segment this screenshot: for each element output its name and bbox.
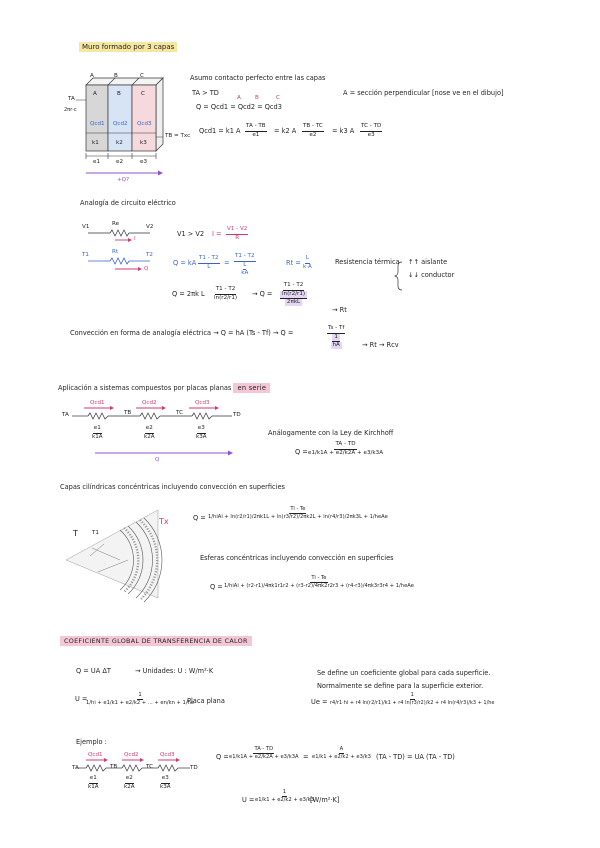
q-kA-lhs: Q = kA xyxy=(173,259,197,267)
u-fraction: $\frac{1}{1/hi + e1/k1 + e2/k2 + ... + en/kn + 1/he}$ xyxy=(86,692,195,707)
e-label-1: e1 xyxy=(93,159,101,165)
q-circuit-label: Q xyxy=(144,266,149,272)
series-q1: Qcd1 xyxy=(90,400,105,406)
series-node-tc: TC xyxy=(176,410,183,416)
cyl-compound-fraction: T1 - T2 ln(r2/r1) 2πkL xyxy=(282,282,306,305)
ex-node-tb: TB xyxy=(110,764,118,770)
layer-letter-b: B xyxy=(117,91,121,97)
spheres-title: Esferas concéntricas incluyendo convección en superficies xyxy=(200,554,394,562)
ex-node-tc: TC xyxy=(146,764,153,770)
cyl-t1-label: T1 xyxy=(92,530,99,536)
k-label-3: k3 xyxy=(140,140,147,146)
ex-fraction-2: $\frac{A}{e1/k1 + e2/k2 + e3/k3}$ xyxy=(312,746,371,761)
q-kA-fraction: $\frac{T1 - T2}{L}$ xyxy=(199,255,219,270)
flux-prefix: Qcd1 = k1 A xyxy=(199,127,241,135)
q-eq-letter-c: C xyxy=(276,95,280,101)
series-r1: $\frac{e1}{k1A}$ xyxy=(92,425,103,440)
series-result-lhs: Q = xyxy=(295,448,308,456)
q-label: +Q? xyxy=(117,177,130,183)
series-q-total: Q xyxy=(155,457,160,463)
q-ua: Q = UA ΔT xyxy=(76,667,111,675)
layer-letter-c: C xyxy=(141,91,145,97)
overall-title-highlight: COEFICIENTE GLOBAL DE TRANSFERENCIA DE CALOR xyxy=(60,636,252,646)
cyl-q-lhs: Q = 2πk L xyxy=(172,290,205,298)
convection-arrow: → Rt → Rcv xyxy=(362,341,399,349)
cyl-arrow: → Q = xyxy=(252,290,273,298)
series-node-ta: TA xyxy=(62,412,69,418)
v2-label: V2 xyxy=(146,224,154,230)
series-node-td: TD xyxy=(233,412,241,418)
t2-label: T2 xyxy=(146,252,153,258)
flux-mid-2: = k3 A xyxy=(332,127,355,135)
q-equals: = xyxy=(224,259,230,267)
flux-mid-1: = k2 A xyxy=(274,127,297,135)
series-q3: Qcd3 xyxy=(195,400,210,406)
cyl-q-lhs: Q = xyxy=(193,514,206,522)
ex-q3: Qcd3 xyxy=(160,752,175,758)
ex-r1: $\frac{e1}{k1A}$ xyxy=(88,775,99,790)
wall-top-label-c: C xyxy=(140,73,144,79)
tb-label: TB = Txc xyxy=(165,133,191,139)
rt-lhs: Rt = xyxy=(286,259,301,267)
re-label: Re xyxy=(112,221,120,227)
series-node-tb: TB xyxy=(124,410,132,416)
rt-fraction: $\frac{L}{k\cdot A}$ xyxy=(303,255,312,270)
cond-label-1: Qcd1 xyxy=(90,121,105,127)
cyl-q-fraction: Ti - Te 1/hiAi + ln(r2/r1)/2πk1L + ln(r3/r2)/2πk2L + ln(r4/r3)/2πk3L + 1/heAe xyxy=(208,506,388,521)
ex-eq: = xyxy=(303,753,309,761)
v1-label: V1 xyxy=(82,224,90,230)
wall-top-label-a: A xyxy=(90,73,94,79)
ex-q1: Qcd1 xyxy=(88,752,103,758)
overall-note-1: Se define un coeficiente global para cada superficie. xyxy=(317,669,491,677)
rt-note: Resistencia térmica xyxy=(335,258,400,266)
series-title-highlight: en serie xyxy=(233,383,270,393)
ex-u-lhs: U = xyxy=(242,796,255,804)
u-lhs: U = xyxy=(75,695,88,703)
low-resistance-note: ↓↓ conductor xyxy=(408,271,455,279)
flux-fraction-2: $\frac{TB - TC}{e2}$ xyxy=(303,123,323,138)
ex-u-units: [W/m²·K] xyxy=(310,796,340,804)
ta-sub-label: 2πr·c xyxy=(64,107,77,113)
ue-fraction: 1 r4/r1·hi + r4 ln(r2/r1)/k1 + r4 ln(r3/r2)/k2 + r4 ln(r4/r3)/k3 + 1/he xyxy=(330,692,495,707)
cond-v: V1 > V2 xyxy=(177,230,205,238)
k-label-1: k1 xyxy=(92,140,99,146)
condition-text: TA > TD xyxy=(192,89,219,97)
units-note: → Unidades: U : W/m²·K xyxy=(135,667,214,675)
example-label: Ejemplo : xyxy=(76,738,107,746)
convection-text: Convección en forma de analogía eléctrica → Q = hA (Ts - Tf) → Q = xyxy=(70,329,294,337)
ue-lhs: Ue = xyxy=(311,698,328,706)
ex-u-fraction: $\frac{1}{e1/k1 + e2/k2 + e3/k3}$ xyxy=(255,789,314,804)
q-compound-fraction: T1 - T2 L kA xyxy=(235,253,255,276)
series-title-text: Aplicación a sistemas compuestos por placas planas xyxy=(58,384,232,392)
cyl-tx-label: Tx xyxy=(159,517,169,526)
e-label-2: e2 xyxy=(116,159,124,165)
analogy-title: Analogía de circuito eléctrico xyxy=(80,199,176,207)
layer-letter-a: A xyxy=(93,91,97,97)
area-note: A = sección perpendicular [nose ve en el dibujo] xyxy=(343,89,504,97)
ex-node-ta: TA xyxy=(72,765,79,771)
t1-label: T1 xyxy=(82,252,89,258)
convection-fraction: Ts - Tf 1 hA xyxy=(328,325,345,348)
e-label-3: e3 xyxy=(140,159,148,165)
i-label: I xyxy=(134,236,136,242)
ex-fraction-1: $\frac{TA - TD}{e1/k1A + e2/k2A + e3/k3A}$ xyxy=(229,746,299,761)
overall-note-2: Normalmente se define para la superficie exterior. xyxy=(317,682,484,690)
cyl-t-label: T xyxy=(73,529,78,538)
ex-r2: $\frac{e2}{k2A}$ xyxy=(124,775,135,790)
series-r2: $\frac{e2}{k2A}$ xyxy=(144,425,155,440)
flux-fraction-1: $\frac{TA - TB}{e1}$ xyxy=(246,123,266,138)
cond-label-3: Qcd3 xyxy=(137,121,152,127)
flux-fraction-3: $\frac{TC - TD}{e3}$ xyxy=(361,123,382,138)
ex-tail: (TA - TD) = UA (TA - TD) xyxy=(376,753,455,761)
rt-arrow: → Rt xyxy=(332,306,347,314)
series-result-fraction: $\frac{TA - TD}{e1/k1A + e2/k2A + e3/k3A}$ xyxy=(308,441,384,456)
sph-q-lhs: Q = xyxy=(210,583,223,591)
k-label-2: k2 xyxy=(116,140,123,146)
ex-r3: $\frac{e3}{k3A}$ xyxy=(160,775,171,790)
q-equality: Q = Qcd1 = Qcd2 = Qcd3 xyxy=(196,103,282,111)
cyl-q-fraction: $\frac{T1 - T2}{\ln(r2/r1)}$ xyxy=(214,286,238,301)
q-eq-letter-b: B xyxy=(255,95,259,101)
wall-top-label-b: B xyxy=(114,73,118,79)
ohm-fraction: $\frac{V1 - V2}{R}$ xyxy=(227,226,248,241)
series-q2: Qcd2 xyxy=(142,400,157,406)
u-note: Placa plana xyxy=(187,697,225,705)
cond-label-2: Qcd2 xyxy=(113,121,128,127)
ta-label: TA xyxy=(68,96,75,102)
q-eq-letter-a: A xyxy=(237,95,241,101)
ohm-lhs: I = xyxy=(212,230,222,238)
ex-node-td: TD xyxy=(190,765,198,771)
sph-q-fraction: Ti - Te 1/hiAi + (r2-r1)/4πk1r1r2 + (r3-r2)/4πk2r2r3 + (r4-r3)/4πk3r3r4 + 1/heAe xyxy=(224,575,414,590)
rt-label: Rt xyxy=(112,249,119,255)
kirchhoff-note: Análogamente con la Ley de Kirchhoff xyxy=(268,429,394,437)
high-resistance-note: ↑↑ aislante xyxy=(408,258,448,266)
cylinders-title: Capas cilíndricas concéntricas incluyendo convección en superficies xyxy=(60,483,285,491)
ex-q-lhs: Q = xyxy=(216,753,229,761)
ex-q2: Qcd2 xyxy=(124,752,139,758)
assume-text: Asumo contacto perfecto entre las capas xyxy=(190,74,326,82)
series-r3: $\frac{e3}{k3A}$ xyxy=(196,425,207,440)
heading-highlight: Muro formado por 3 capas xyxy=(79,42,177,52)
